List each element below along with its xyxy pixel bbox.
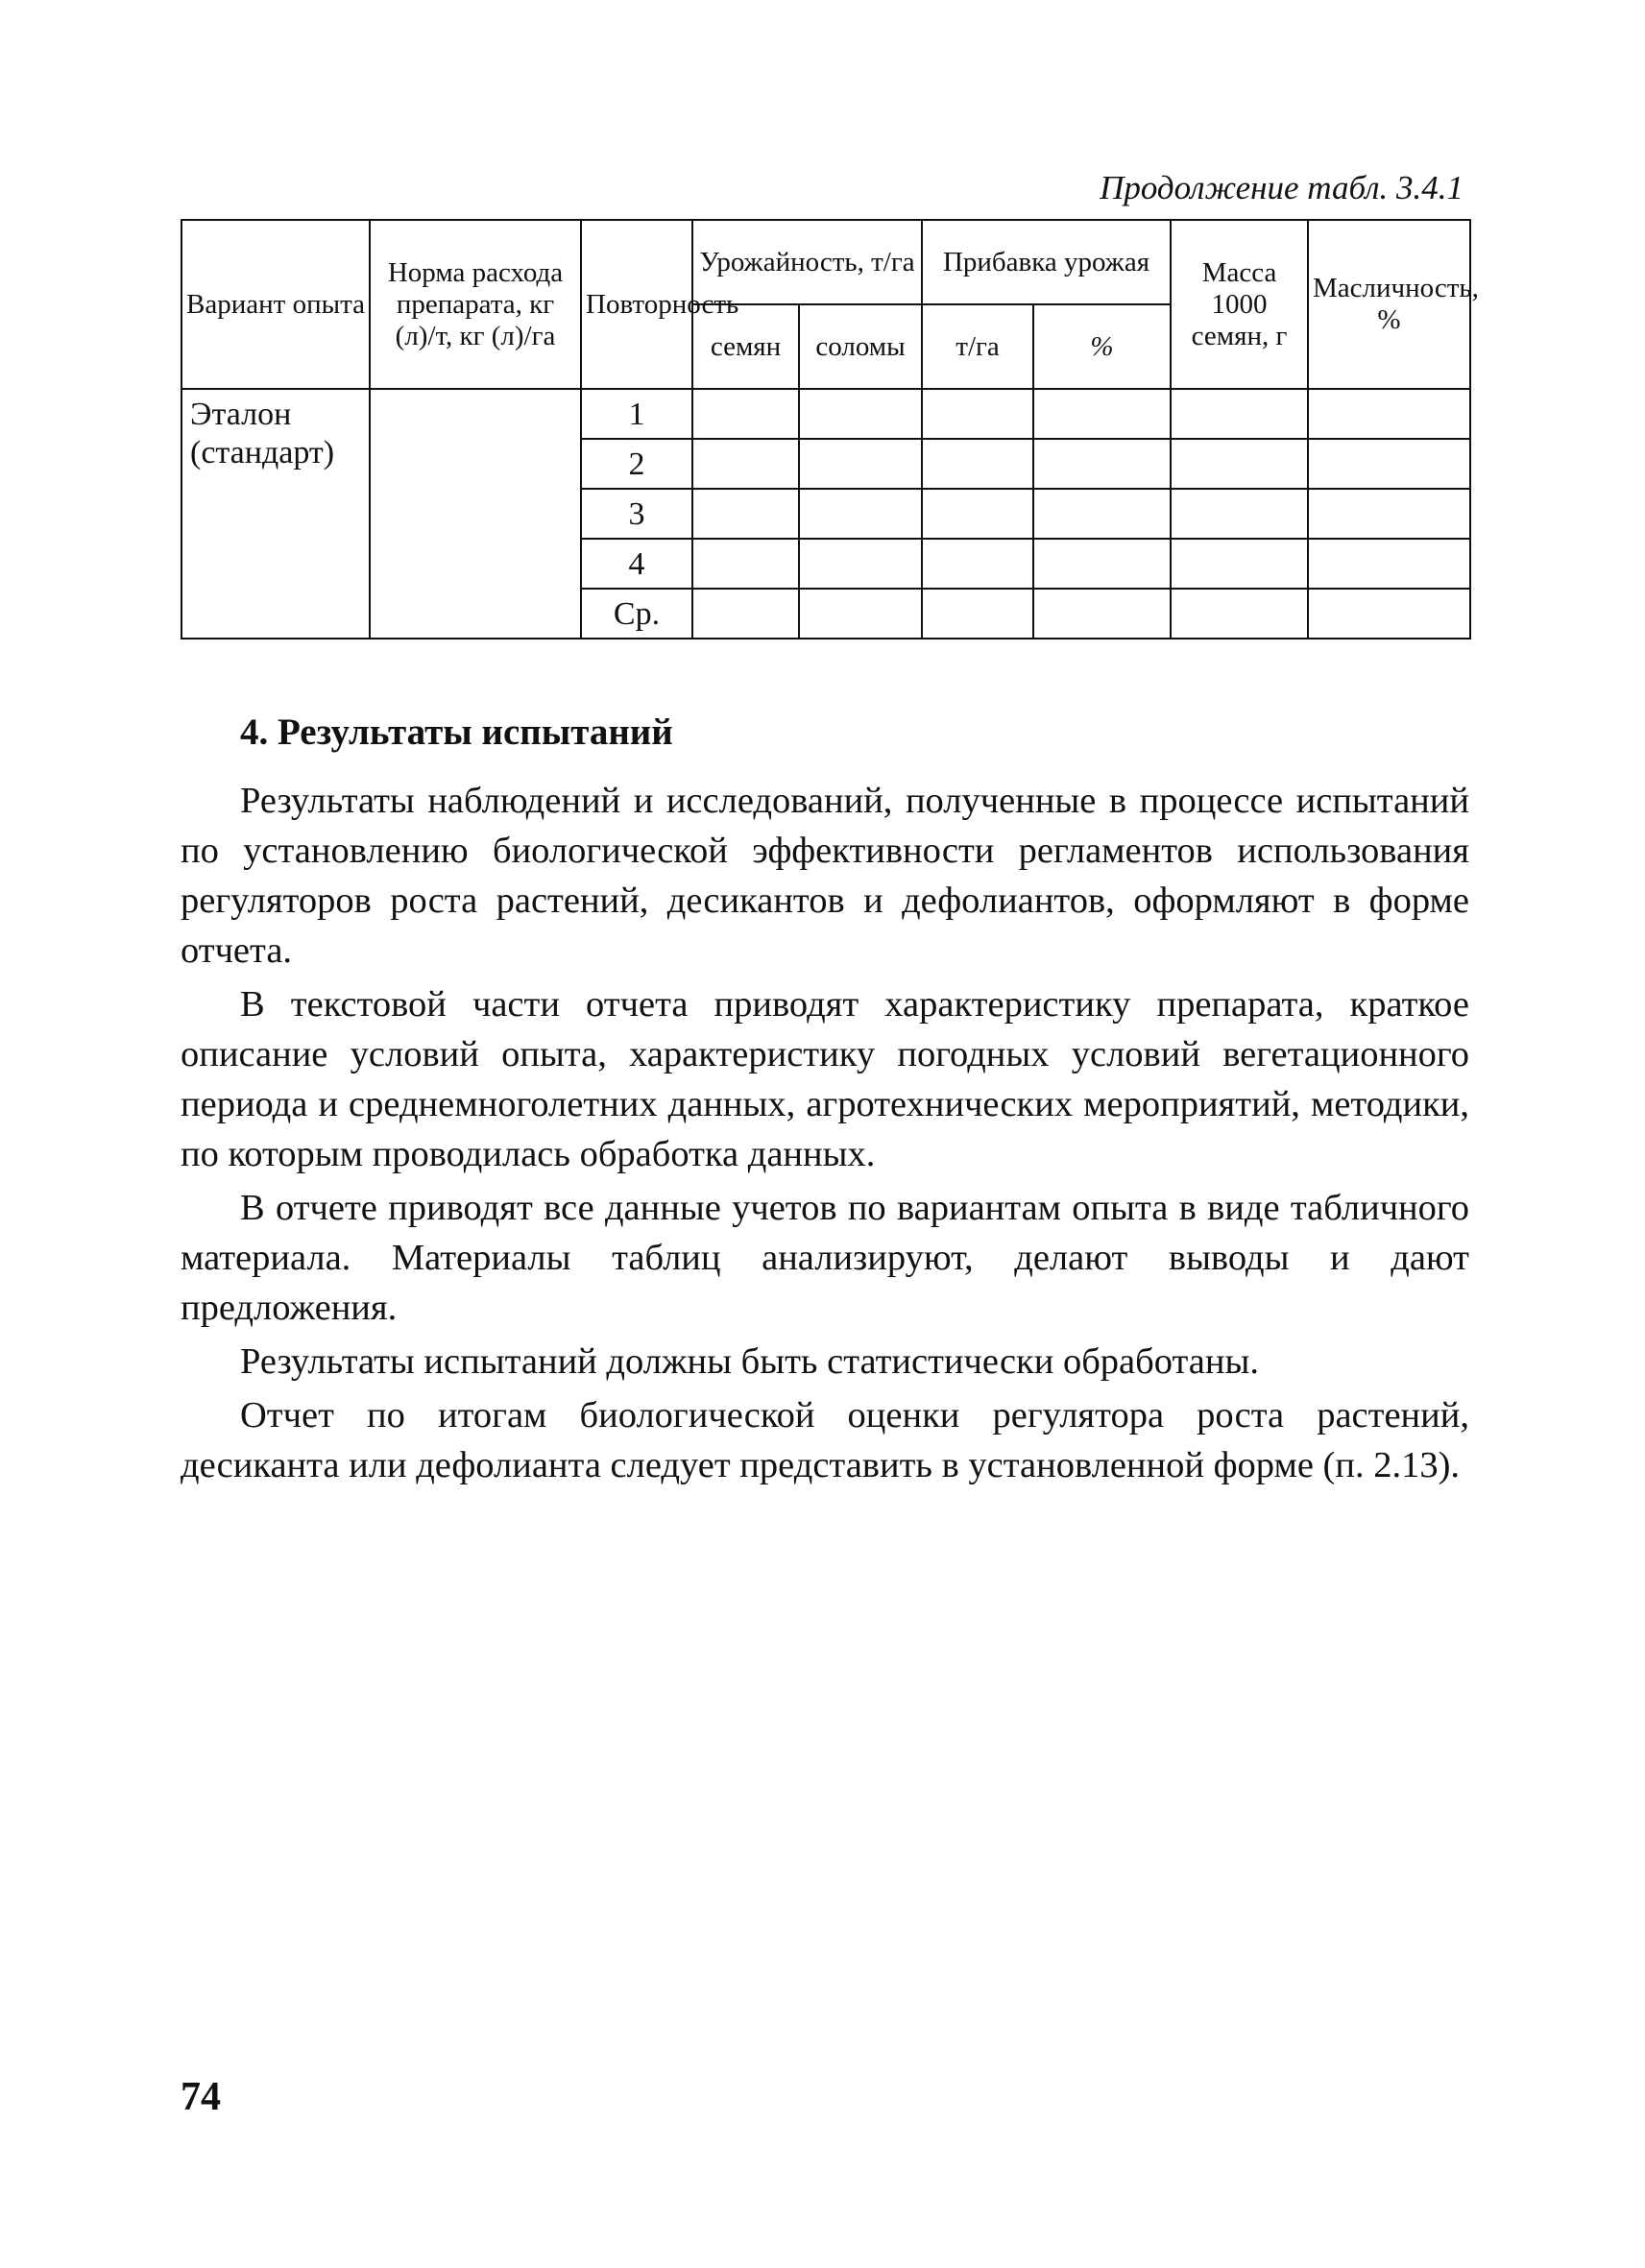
paragraph: Результаты испытаний должны быть статистически обработаны. <box>240 1341 1259 1382</box>
header-gain-pct: % <box>1033 304 1171 389</box>
header-yield-seeds: семян <box>692 304 799 389</box>
section-heading: 4. Результаты испытаний <box>240 712 673 753</box>
header-yield-straw: соломы <box>799 304 922 389</box>
table-caption: Продолжение табл. 3.4.1 <box>1100 169 1464 206</box>
header-mass: Масса 1000 семян, г <box>1171 220 1308 389</box>
body-text <box>181 776 1469 1494</box>
header-gain-tha: т/га <box>922 304 1033 389</box>
repeat-cell: 1 <box>581 389 692 439</box>
paragraph: В отчете приводят все данные учетов по вариантам опыта в виде табличного материала. Материалы таблиц анализируют, делают выводы и дают предложения. <box>181 1188 1469 1328</box>
header-gain: Прибавка урожая <box>922 220 1171 304</box>
rate-cell <box>370 389 581 639</box>
repeat-cell: Ср. <box>581 589 692 639</box>
paragraph: Отчет по итогам биологической оценки регулятора роста растений, десиканта или дефолианта следует представить в установленной форме (п. 2.13). <box>181 1395 1469 1485</box>
repeat-cell: 3 <box>581 489 692 539</box>
paragraph: Результаты наблюдений и исследований, полученные в процессе испытаний по установлению биологической эффективности регламентов использования регуляторов роста растений, десикантов и дефолиантов, оформляют в форме отчета. <box>181 781 1469 971</box>
page-number: 74 <box>181 2075 221 2119</box>
repeat-cell: 2 <box>581 439 692 489</box>
data-table <box>181 219 1479 639</box>
paragraph: В текстовой части отчета приводят характеристику препарата, краткое описание условий опыта, характеристику погодных условий вегетационного периода и среднемноголетних данных, агротехнических мероприятий, методики, по которым проводилась обработка данных. <box>181 984 1469 1174</box>
header-yield: Урожайность, т/га <box>692 220 922 304</box>
header-variant: Вариант опыта <box>181 220 370 389</box>
header-repeat: Повторность <box>581 220 692 389</box>
header-rate: Норма расхода препарата, кг (л)/т, кг (л)/га <box>370 220 581 389</box>
repeat-cell: 4 <box>581 539 692 589</box>
variant-cell: Эталон (стандарт) <box>181 389 370 639</box>
header-oil: Масличность, % <box>1308 220 1470 389</box>
table-row <box>181 389 1470 439</box>
